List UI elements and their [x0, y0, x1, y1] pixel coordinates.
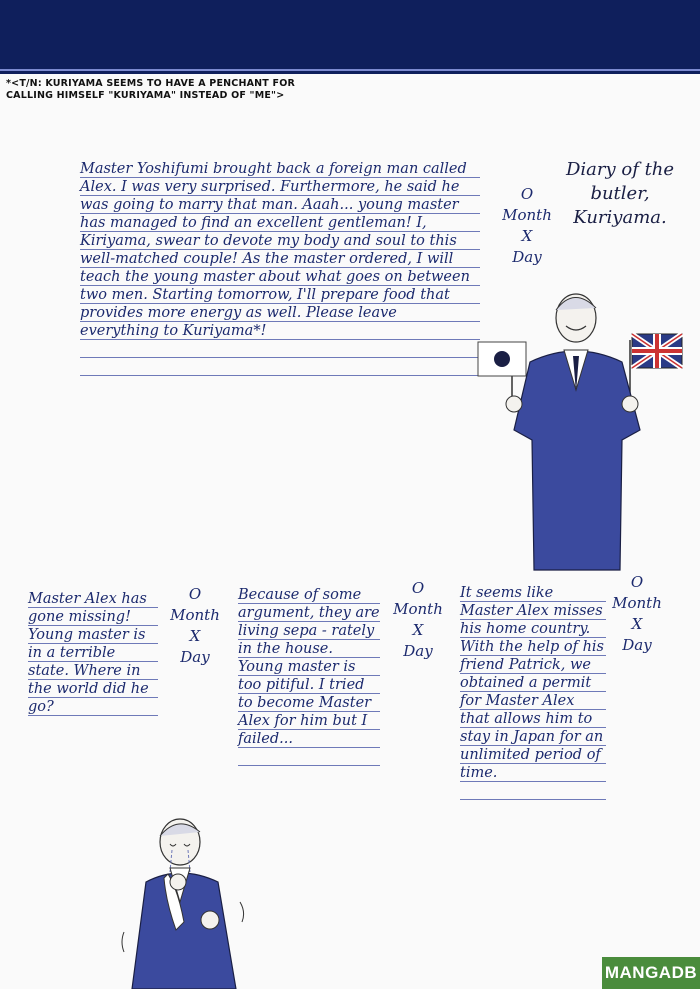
day-text: Day	[512, 248, 542, 266]
date-label-2	[160, 584, 230, 668]
header-rule	[0, 69, 700, 71]
day-text: Day	[403, 642, 433, 660]
day-number: X	[412, 621, 424, 639]
month-text: Month	[612, 594, 662, 612]
month-text: Month	[170, 606, 220, 624]
day-number: X	[189, 627, 201, 645]
diary-entry-2: Master Alex has gone missing! Young master is in a terrible state. Where in the world did he go?	[28, 590, 158, 716]
month-number: O	[520, 185, 534, 203]
diary-title: Diary of the butler, Kuriyama.	[565, 159, 675, 228]
date-label-1	[492, 184, 562, 268]
date-label-4	[602, 572, 672, 656]
diary-entry-4: It seems like Master Alex misses his home country. With the help of his friend Patrick, we obtained a permit for Master Alex that allows him to stay in Japan for an unlimited period of time.	[460, 584, 606, 800]
butler-with-flags-illustration	[470, 280, 700, 570]
day-text: Day	[622, 636, 652, 654]
month-number: O	[630, 573, 644, 591]
header-bar	[0, 0, 700, 74]
month-number: O	[188, 585, 202, 603]
crying-butler-illustration	[118, 812, 258, 989]
month-text: Month	[502, 206, 552, 224]
translator-note: *<T/N: KURIYAMA SEEMS TO HAVE A PENCHANT FOR CALLING HIMSELF "KURIYAMA" INSTEAD OF "ME">	[6, 78, 295, 101]
day-number: X	[631, 615, 643, 633]
diary-entry-3: Because of some argument, they are living sepa - rately in the house. Young master is too pitiful. I tried to become Master Alex for him but I failed...	[238, 586, 380, 766]
date-label-3	[383, 578, 453, 662]
month-number: O	[411, 579, 425, 597]
diary-entry-1: Master Yoshifumi brought back a foreign man called Alex. I was very surprised. Furthermore, he said he was going to marry that man. Aaah... young master has managed to find an excellent gentleman! I, Kiriyama, swear to devote my body and soul to this well-matched couple! As the master ordered, I will teach the young master about what goes on between two men. Starting tomorrow, I'll prepare food that provides more energy as well. Please leave everything to Kuriyama*!	[80, 160, 480, 376]
day-number: X	[521, 227, 533, 245]
day-text: Day	[180, 648, 210, 666]
watermark-logo: MANGADB	[602, 957, 700, 989]
month-text: Month	[393, 600, 443, 618]
